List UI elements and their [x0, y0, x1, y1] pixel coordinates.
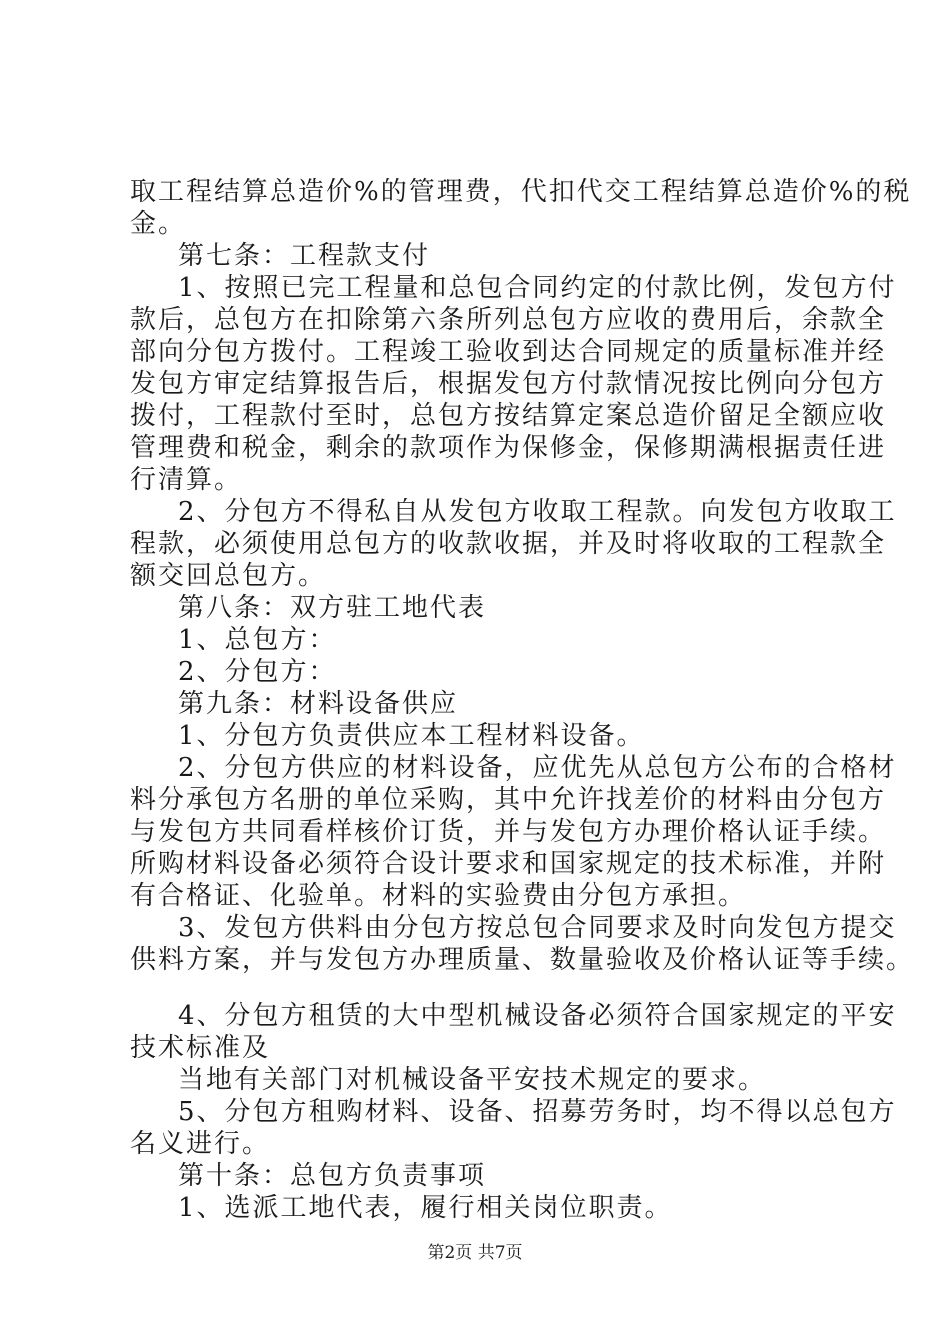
text-line: 程款，必须使用总包方的收款收据，并及时将收取的工程款全: [130, 529, 887, 559]
text-line: 款后，总包方在扣除第六条所列总包方应收的费用后，余款全: [130, 305, 887, 335]
text-line: 发包方审定结算报告后，根据发包方付款情况按比例向分包方: [130, 369, 887, 399]
text-line: 3、发包方供料由分包方按总包合同要求及时向发包方提交: [178, 913, 897, 943]
text-line: 取工程结算总造价%的管理费，代扣代交工程结算总造价%的税: [130, 177, 912, 207]
text-line: 额交回总包方。: [130, 561, 327, 591]
section-heading: 第八条：双方驻工地代表: [178, 593, 487, 623]
page-number-footer: 第2页 共7页: [427, 1243, 523, 1263]
text-line: 5、分包方租购材料、设备、招募劳务时，均不得以总包方: [178, 1097, 897, 1127]
text-line: 与发包方共同看样核价订货，并与发包方办理价格认证手续。: [130, 817, 887, 847]
section-heading: 第七条：工程款支付: [178, 241, 431, 271]
text-line: 1、总包方：: [178, 625, 337, 655]
text-line: 4、分包方租赁的大中型机械设备必须符合国家规定的平安: [178, 1001, 897, 1031]
section-heading: 第十条：总包方负责事项: [178, 1161, 487, 1191]
text-line: 所购材料设备必须符合设计要求和国家规定的技术标准，并附: [130, 849, 887, 879]
text-line: 2、分包方：: [178, 657, 337, 687]
text-line: 1、选派工地代表，履行相关岗位职责。: [178, 1193, 673, 1223]
text-line: 2、分包方不得私自从发包方收取工程款。向发包方收取工: [178, 497, 897, 527]
text-line: 部向分包方拨付。工程竣工验收到达合同规定的质量标准并经: [130, 337, 887, 367]
text-line: 拨付，工程款付至时，总包方按结算定案总造价留足全额应收: [130, 401, 887, 431]
text-line: 金。: [130, 209, 187, 239]
text-line: 料分承包方名册的单位采购，其中允许找差价的材料由分包方: [130, 785, 887, 815]
text-line: 1、分包方负责供应本工程材料设备。: [178, 721, 645, 751]
text-line: 1、按照已完工程量和总包合同约定的付款比例，发包方付: [178, 273, 897, 303]
text-line: 技术标准及: [130, 1033, 271, 1063]
section-heading: 第九条：材料设备供应: [178, 689, 459, 719]
text-line: 管理费和税金，剩余的款项作为保修金，保修期满根据责任进: [130, 433, 887, 463]
text-line: 行清算。: [130, 465, 243, 495]
text-line: 名义进行。: [130, 1129, 271, 1159]
text-line: 供料方案，并与发包方办理质量、数量验收及价格认证等手续。: [130, 945, 915, 975]
text-line: 当地有关部门对机械设备平安技术规定的要求。: [178, 1065, 767, 1095]
text-line: 2、分包方供应的材料设备，应优先从总包方公布的合格材: [178, 753, 897, 783]
text-line: 有合格证、化验单。材料的实验费由分包方承担。: [130, 881, 747, 911]
